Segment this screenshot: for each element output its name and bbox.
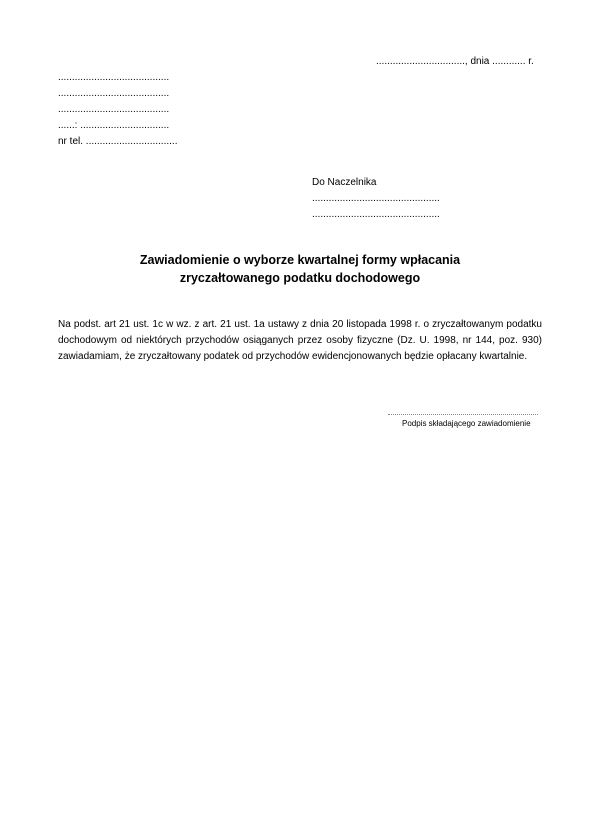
signature-label: Podpis składającego zawiadomienie bbox=[402, 419, 531, 428]
recipient-label: Do Naczelnika bbox=[312, 177, 377, 188]
recipient-line-office: .............................................. bbox=[312, 193, 440, 204]
signature-line bbox=[388, 414, 538, 415]
sender-line-id: ......: ................................ bbox=[58, 120, 170, 131]
sender-line-name: ........................................ bbox=[58, 72, 170, 83]
recipient-line-address: .............................................. bbox=[312, 209, 440, 220]
title-line-1: Zawiadomienie o wyborze kwartalnej formy wpłacania bbox=[139, 253, 461, 267]
sender-block bbox=[58, 70, 177, 150]
body-paragraph: Na podst. art 21 ust. 1c w wz. z art. 21 ust. 1a ustawy z dnia 20 listopada 1998 r. o zryczałtowanym podatku dochodowym od niektórych przychodów osiąganych przez osoby fizyczne (Dz. U. 1998, nr 144, poz. 930) zawiadamiam, że zryczałtowany podatek od przychodów ewidencjonowanych będzie opłacany kwartalnie. bbox=[58, 319, 542, 362]
sender-line-city: ........................................ bbox=[58, 104, 170, 115]
recipient-block bbox=[312, 175, 440, 223]
document-title bbox=[0, 251, 600, 287]
title-line-2: zryczałtowanego podatku dochodowego bbox=[179, 271, 421, 285]
sender-line-address: ........................................ bbox=[58, 88, 170, 99]
sender-phone: nr tel. ................................. bbox=[58, 136, 178, 147]
date-line: ................................, dnia ............ r. bbox=[376, 56, 534, 67]
